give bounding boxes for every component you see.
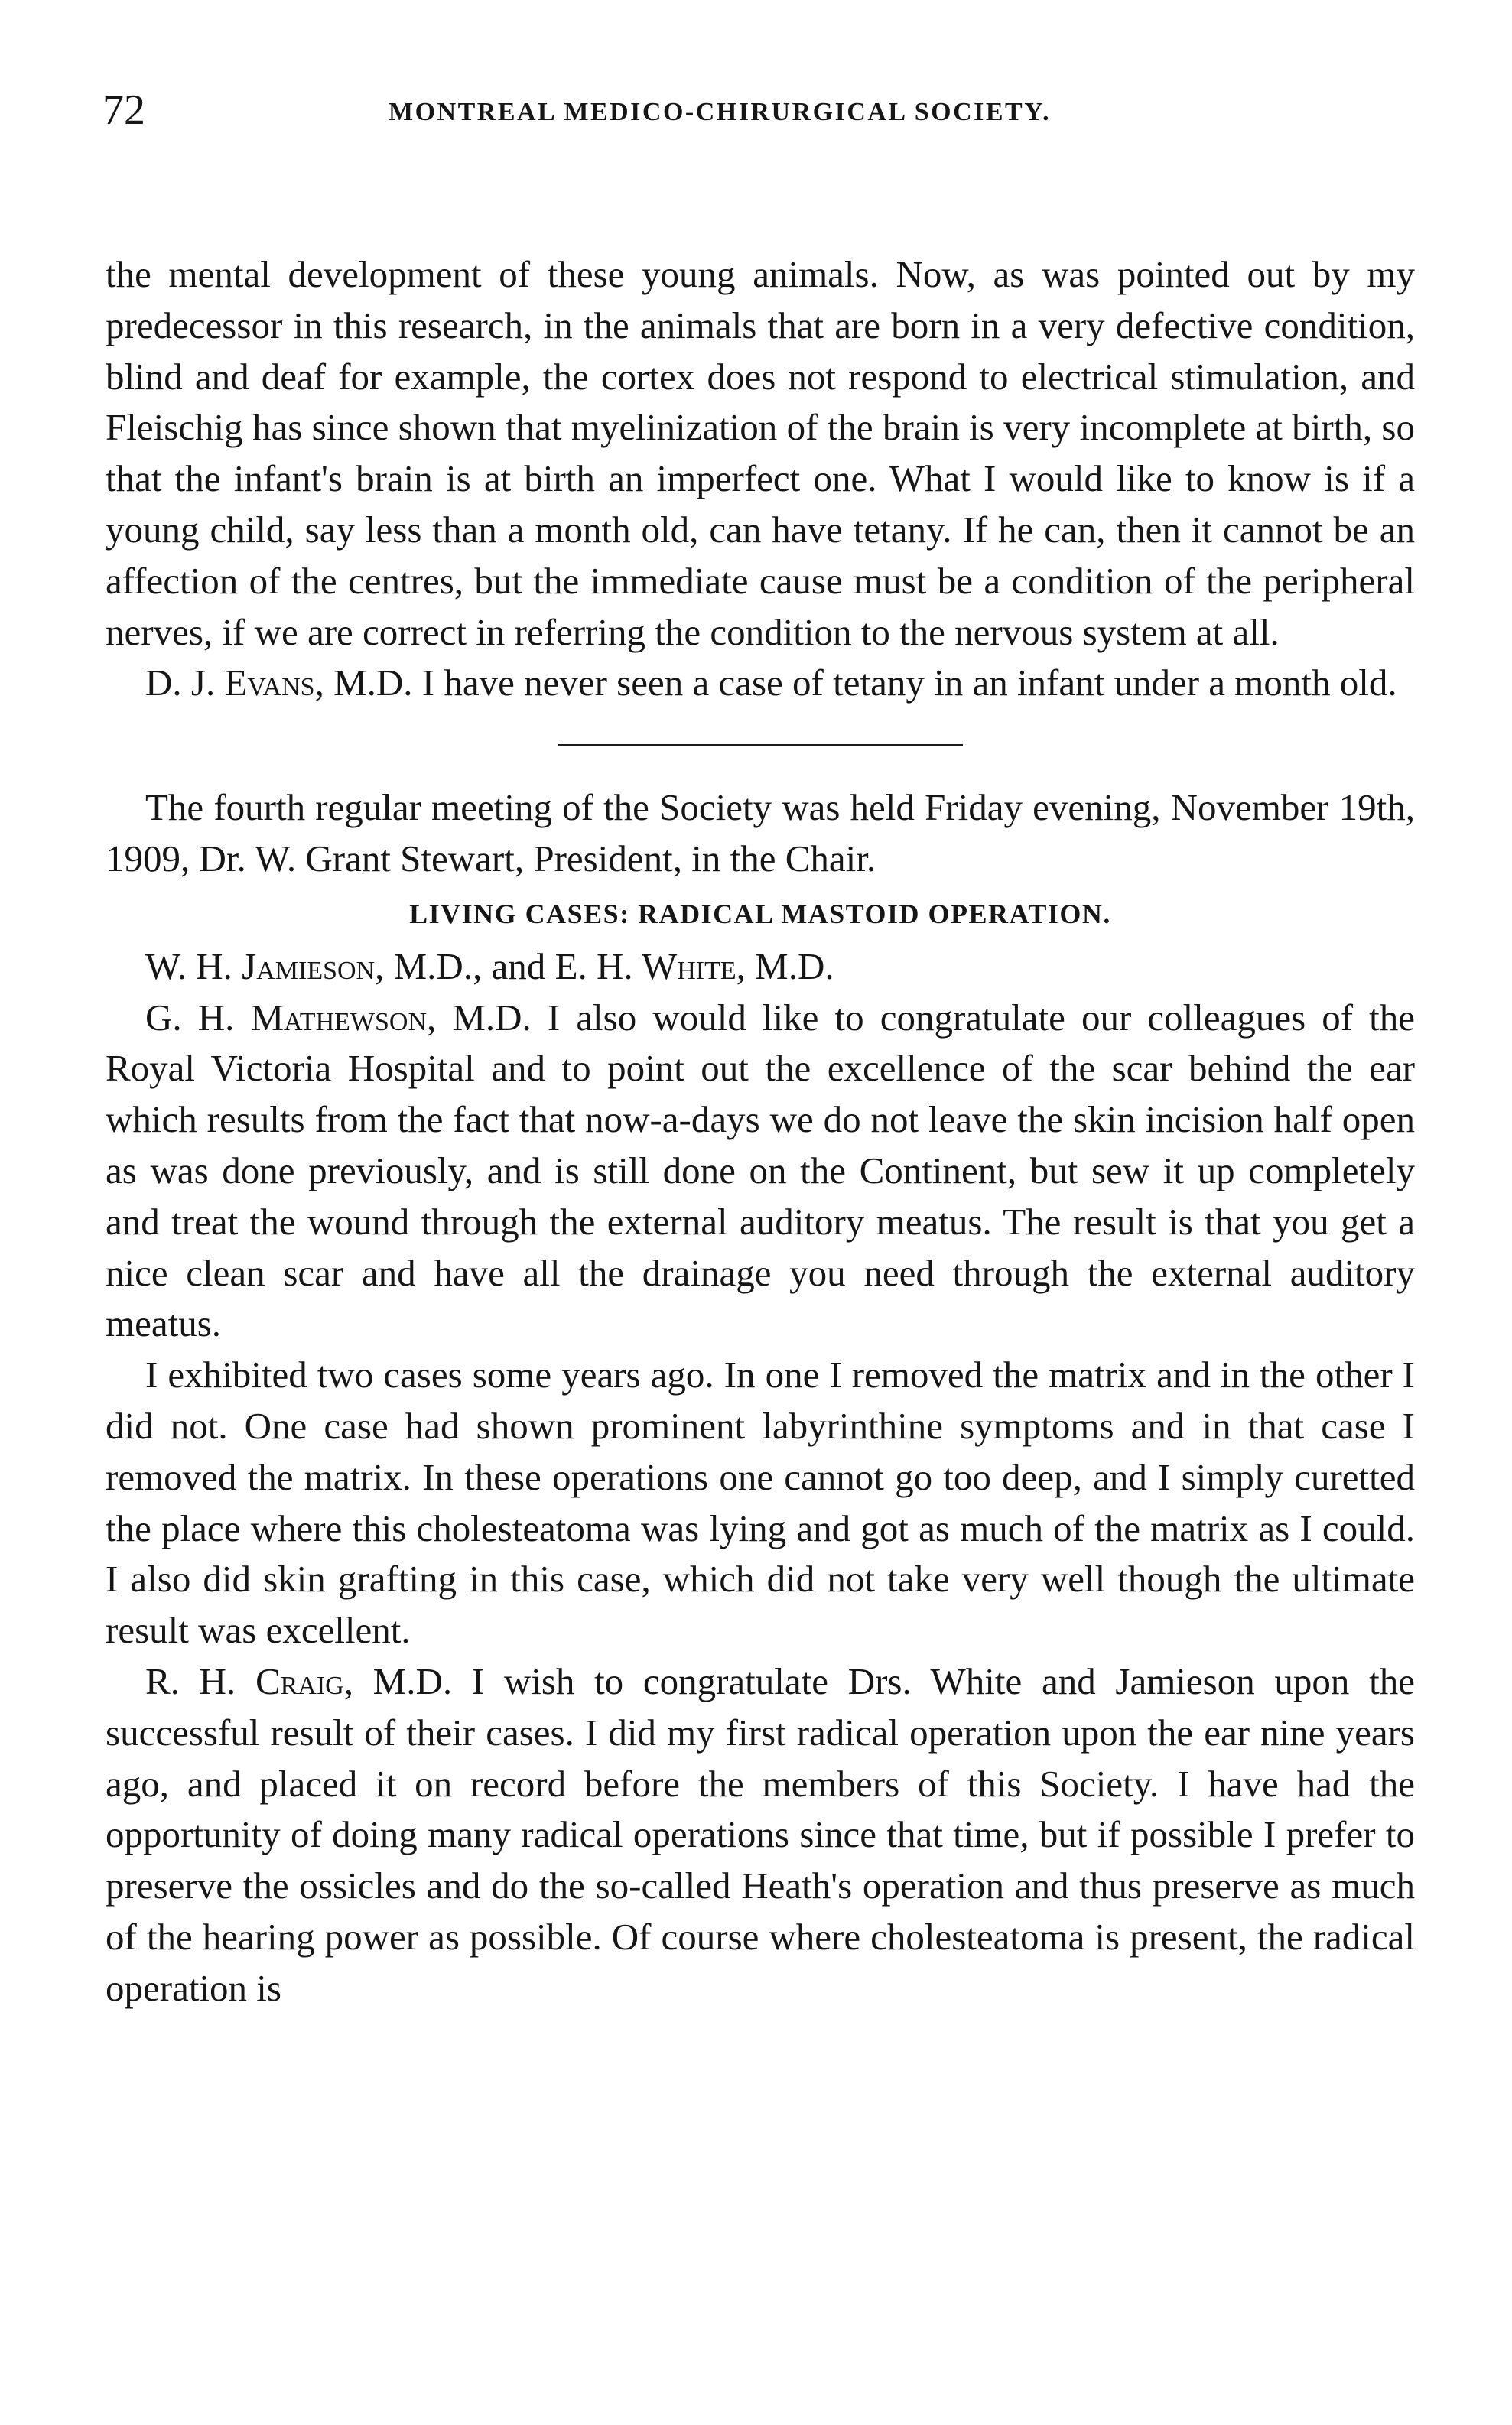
speaker-name: W. H. Jamieson, M.D. (145, 944, 473, 987)
speaker-name: R. H. Craig, M.D. (145, 1659, 453, 1702)
paragraph-meeting-notice: The fourth regular meeting of the Society was held Friday evening, November 19th, 1909, Dr. W. Grant Stewart, President, in the Chair. (106, 786, 1415, 879)
paragraph-text: , and (473, 944, 555, 987)
paragraph-cases: I exhibited two cases some years ago. In one I removed the matrix and in the other I did not. One case had shown prominent labyrinthine symptoms and in that case I removed the matrix. In these operations one cannot go too deep, and I simply curetted the place where this cholesteatoma was lying and got as much of the matrix as I could. I also did skin grafting in this case, which did not take very well though the ultimate result was excellent. (106, 1354, 1415, 1652)
book-page (102, 76, 1416, 2014)
speaker-name: G. H. Mathewson, M.D. (145, 996, 532, 1039)
speaker-name: E. H. White, M.D. (554, 944, 834, 987)
section-divider (558, 744, 963, 746)
paragraph-evans (106, 658, 1415, 709)
paragraph-craig (106, 1656, 1415, 2014)
page-number: 72 (102, 86, 145, 134)
speaker-name: D. J. Evans, M.D. (145, 662, 413, 704)
paragraph-text: I also would like to congratulate our colleagues of the Royal Victoria Hospital and to point out the excellence of the scar behind the ear which results from the fact that now-a-days we do not leave the skin incision half open as was done previously, and is still done on the Continent, but sew it up completely and treat the wound through the external auditory meatus. The result is that you get a nice clean scar and have all the drainage you need through the external auditory meatus. (106, 996, 1416, 1345)
body-text (106, 249, 1415, 2014)
paragraph-presenters (106, 941, 1415, 993)
paragraph-text: I wish to congratulate Drs. White and Jamieson upon the successful result of their cases. I did my first radical operation upon the ear nine years ago, and placed it on record before the members of this Society. I have had the opportunity of doing many radical operations since that time, but if possible I prefer to preserve the ossicles and do the so-called Heath's operation and thus preserve as much of the hearing power as possible. Of course where cholesteatoma is present, the radical operation is (106, 1659, 1415, 2009)
paragraph-text: I have never seen a case of tetany in an infant under a month old. (412, 662, 1397, 704)
paragraph-continued: the mental development of these young animals. Now, as was pointed out by my predecessor in this research, in the animals that are born in a very defective condition, blind and deaf for example, the cortex does not respond to electrical stimulation, and Fleischig has since shown that myelinization of the brain is very incomplete at birth, so that the infant's brain is at birth an imperfect one. What I would like to know is if a young child, say less than a month old, can have tetany. If he can, then it cannot be an affection of the centres, but the immediate cause must be a condition of the peripheral nerves, if we are correct in referring the condition to the nervous system at all. (106, 253, 1415, 653)
running-title: MONTREAL MEDICO-CHIRURGICAL SOCIETY. (389, 98, 1052, 126)
section-heading: LIVING CASES: RADICAL MASTOID OPERATION. (409, 898, 1111, 929)
paragraph-mathewson (106, 993, 1415, 1351)
running-header (102, 76, 1415, 145)
